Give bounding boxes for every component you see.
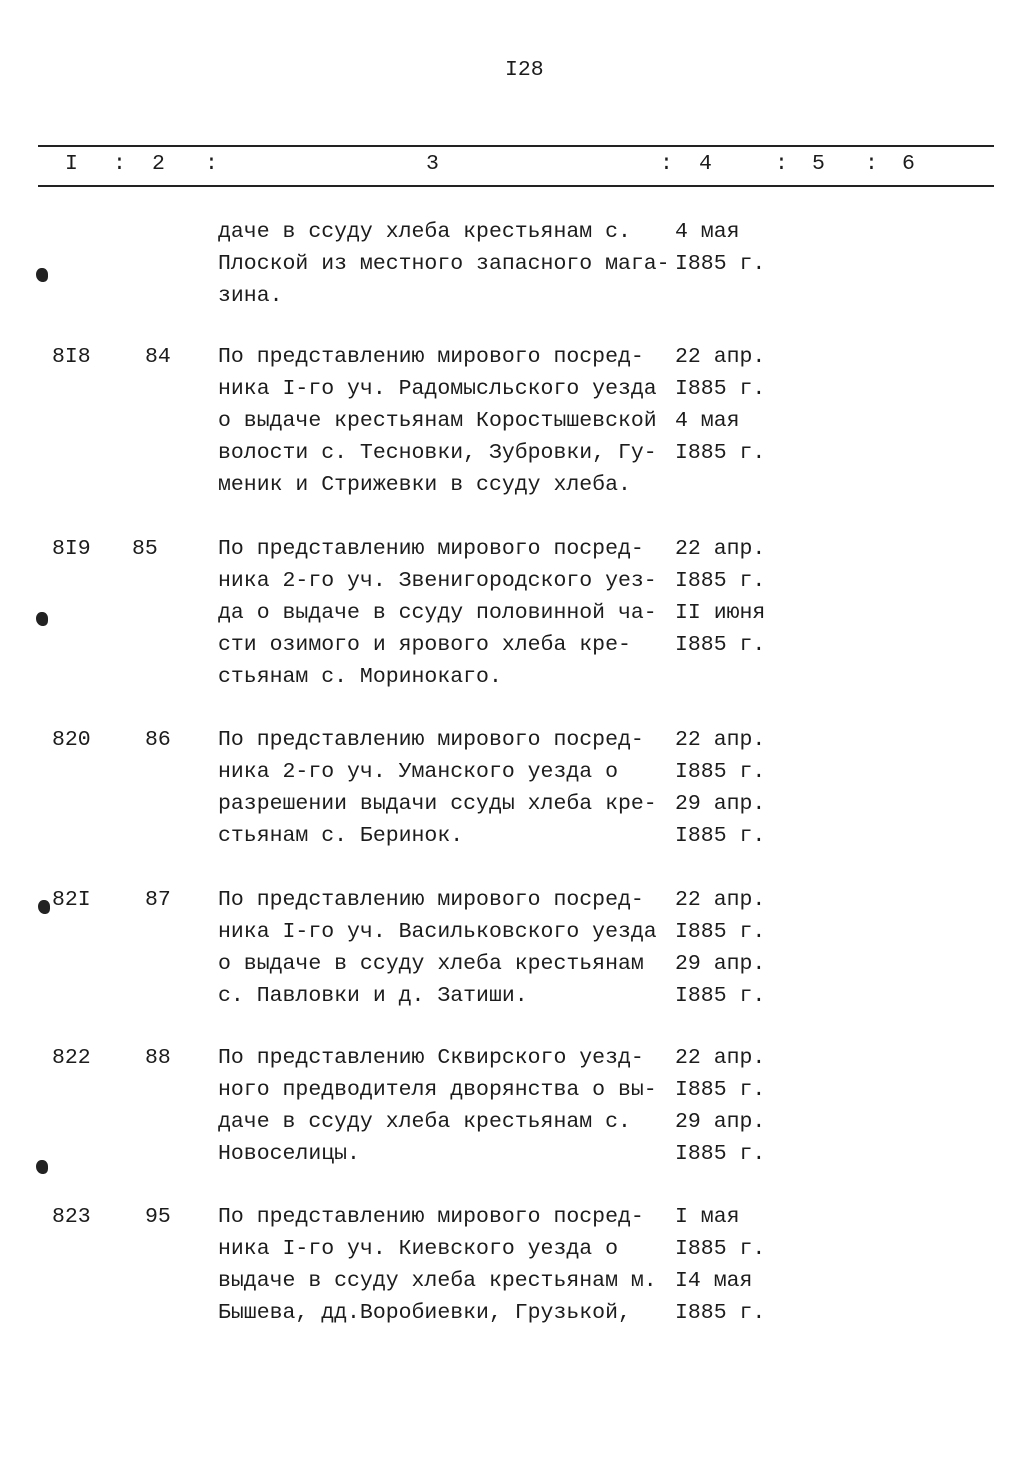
entry-description: с. Павловки и д. Затиши. bbox=[218, 984, 528, 1008]
entry-line bbox=[0, 409, 1024, 441]
entry-number: 8I9 bbox=[52, 537, 91, 561]
header-bottom-rule bbox=[38, 185, 994, 187]
entry-date: 29 апр. bbox=[675, 952, 766, 976]
entry-description: разрешении выдачи ссуды хлеба кре- bbox=[218, 792, 657, 816]
entry-description: зина. bbox=[218, 284, 283, 308]
entry-date: I885 г. bbox=[675, 984, 766, 1008]
entry-line bbox=[0, 220, 1024, 252]
entry-date: I885 г. bbox=[675, 920, 766, 944]
entry-description: ника I-го уч. Радомысльского уезда bbox=[218, 377, 657, 401]
entry-description: ного предводителя дворянства о вы- bbox=[218, 1078, 657, 1102]
entry-line bbox=[0, 537, 1024, 569]
col-separator: : bbox=[865, 152, 878, 176]
entry-line bbox=[0, 569, 1024, 601]
entry-description: По представлению мирового посред- bbox=[218, 888, 644, 912]
entry-line bbox=[0, 1078, 1024, 1110]
col-separator: : bbox=[113, 152, 126, 176]
entry-date: 4 мая bbox=[675, 220, 740, 244]
entry-line bbox=[0, 1110, 1024, 1142]
entry-description: Бышева, дд.Воробиевки, Грузькой, bbox=[218, 1301, 631, 1325]
entry-description: волости с. Тесновки, Зубровки, Гу- bbox=[218, 441, 657, 465]
entry-line bbox=[0, 1205, 1024, 1237]
entry-line bbox=[0, 441, 1024, 473]
entry-line bbox=[0, 728, 1024, 760]
col-header-3: 3 bbox=[426, 152, 439, 176]
entry-number: 823 bbox=[52, 1205, 91, 1229]
entry-line bbox=[0, 1237, 1024, 1269]
entry-date: I мая bbox=[675, 1205, 740, 1229]
page-number: I28 bbox=[505, 58, 544, 82]
entry-line bbox=[0, 473, 1024, 505]
entry-line bbox=[0, 377, 1024, 409]
entry-description: выдаче в ссуду хлеба крестьянам м. bbox=[218, 1269, 657, 1293]
document-number: 87 bbox=[145, 888, 171, 912]
entry-number: 82I bbox=[52, 888, 91, 912]
entry-description: По представлению мирового посред- bbox=[218, 1205, 644, 1229]
entry-description: даче в ссуду хлеба крестьянам с. bbox=[218, 220, 631, 244]
entry-line bbox=[0, 1269, 1024, 1301]
entry-line bbox=[0, 345, 1024, 377]
entry-date: I885 г. bbox=[675, 824, 766, 848]
entry-date: I885 г. bbox=[675, 377, 766, 401]
entry-number: 820 bbox=[52, 728, 91, 752]
entry-date: 29 апр. bbox=[675, 1110, 766, 1134]
entry-description: Плоской из местного запасного мага- bbox=[218, 252, 670, 276]
entry-description: По представлению мирового посред- bbox=[218, 537, 644, 561]
entry-description: ника 2-го уч. Звенигородского уез- bbox=[218, 569, 657, 593]
ink-blot bbox=[36, 612, 48, 626]
entry-description: о выдаче в ссуду хлеба крестьянам bbox=[218, 952, 644, 976]
entry-line bbox=[0, 792, 1024, 824]
header-top-rule bbox=[38, 145, 994, 147]
entry-date: I885 г. bbox=[675, 569, 766, 593]
col-header-2: 2 bbox=[152, 152, 165, 176]
entry-date: 22 апр. bbox=[675, 888, 766, 912]
ink-blot bbox=[38, 900, 50, 914]
entry-description: По представлению Сквирского уезд- bbox=[218, 1046, 644, 1070]
document-number: 86 bbox=[145, 728, 171, 752]
entry-line bbox=[0, 760, 1024, 792]
entry-number: 8I8 bbox=[52, 345, 91, 369]
entry-description: да о выдаче в ссуду половинной ча- bbox=[218, 601, 657, 625]
entry-date: I885 г. bbox=[675, 1301, 766, 1325]
entry-line bbox=[0, 665, 1024, 697]
entry-date: 4 мая bbox=[675, 409, 740, 433]
entry-line bbox=[0, 284, 1024, 316]
entry-description: меник и Стрижевки в ссуду хлеба. bbox=[218, 473, 631, 497]
col-separator: : bbox=[205, 152, 218, 176]
entry-date: 22 апр. bbox=[675, 537, 766, 561]
entry-number: 822 bbox=[52, 1046, 91, 1070]
document-number: 88 bbox=[145, 1046, 171, 1070]
entry-date: I885 г. bbox=[675, 1078, 766, 1102]
entry-description: ника I-го уч. Васильковского уезда bbox=[218, 920, 657, 944]
entry-description: сти озимого и ярового хлеба кре- bbox=[218, 633, 631, 657]
col-separator: : bbox=[660, 152, 673, 176]
entry-description: ника 2-го уч. Уманского уезда о bbox=[218, 760, 618, 784]
col-separator: : bbox=[775, 152, 788, 176]
entry-description: стьянам с. Беринок. bbox=[218, 824, 464, 848]
document-number: 85 bbox=[132, 537, 158, 561]
entry-description: По представлению мирового посред- bbox=[218, 728, 644, 752]
entry-date: 22 апр. bbox=[675, 728, 766, 752]
entry-line bbox=[0, 984, 1024, 1016]
entry-date: 22 апр. bbox=[675, 345, 766, 369]
entry-date: I885 г. bbox=[675, 633, 766, 657]
col-header-1: I bbox=[65, 152, 78, 176]
entry-line bbox=[0, 920, 1024, 952]
ink-blot bbox=[36, 1160, 48, 1174]
entry-line bbox=[0, 888, 1024, 920]
document-number: 95 bbox=[145, 1205, 171, 1229]
entry-date: 22 апр. bbox=[675, 1046, 766, 1070]
entry-date: I885 г. bbox=[675, 1237, 766, 1261]
entry-description: ника I-го уч. Киевского уезда о bbox=[218, 1237, 618, 1261]
document-number: 84 bbox=[145, 345, 171, 369]
entry-date: I885 г. bbox=[675, 441, 766, 465]
entry-line bbox=[0, 1046, 1024, 1078]
col-header-5: 5 bbox=[812, 152, 825, 176]
entry-date: I885 г. bbox=[675, 760, 766, 784]
col-header-6: 6 bbox=[902, 152, 915, 176]
entry-date: II июня bbox=[675, 601, 766, 625]
column-header-row bbox=[0, 152, 1024, 182]
entry-date: I885 г. bbox=[675, 1142, 766, 1166]
entry-date: I4 мая bbox=[675, 1269, 753, 1293]
entry-line bbox=[0, 1301, 1024, 1333]
entry-description: Новоселицы. bbox=[218, 1142, 360, 1166]
entry-line bbox=[0, 952, 1024, 984]
entry-description: стьянам с. Моринокаго. bbox=[218, 665, 502, 689]
col-header-4: 4 bbox=[699, 152, 712, 176]
entry-line bbox=[0, 1142, 1024, 1174]
entry-line bbox=[0, 252, 1024, 284]
ink-blot bbox=[36, 268, 48, 282]
entry-description: о выдаче крестьянам Коростышевской bbox=[218, 409, 657, 433]
entry-description: даче в ссуду хлеба крестьянам с. bbox=[218, 1110, 631, 1134]
entry-description: По представлению мирового посред- bbox=[218, 345, 644, 369]
entry-line bbox=[0, 633, 1024, 665]
entry-date: I885 г. bbox=[675, 252, 766, 276]
entry-line bbox=[0, 824, 1024, 856]
entry-date: 29 апр. bbox=[675, 792, 766, 816]
entry-line bbox=[0, 601, 1024, 633]
